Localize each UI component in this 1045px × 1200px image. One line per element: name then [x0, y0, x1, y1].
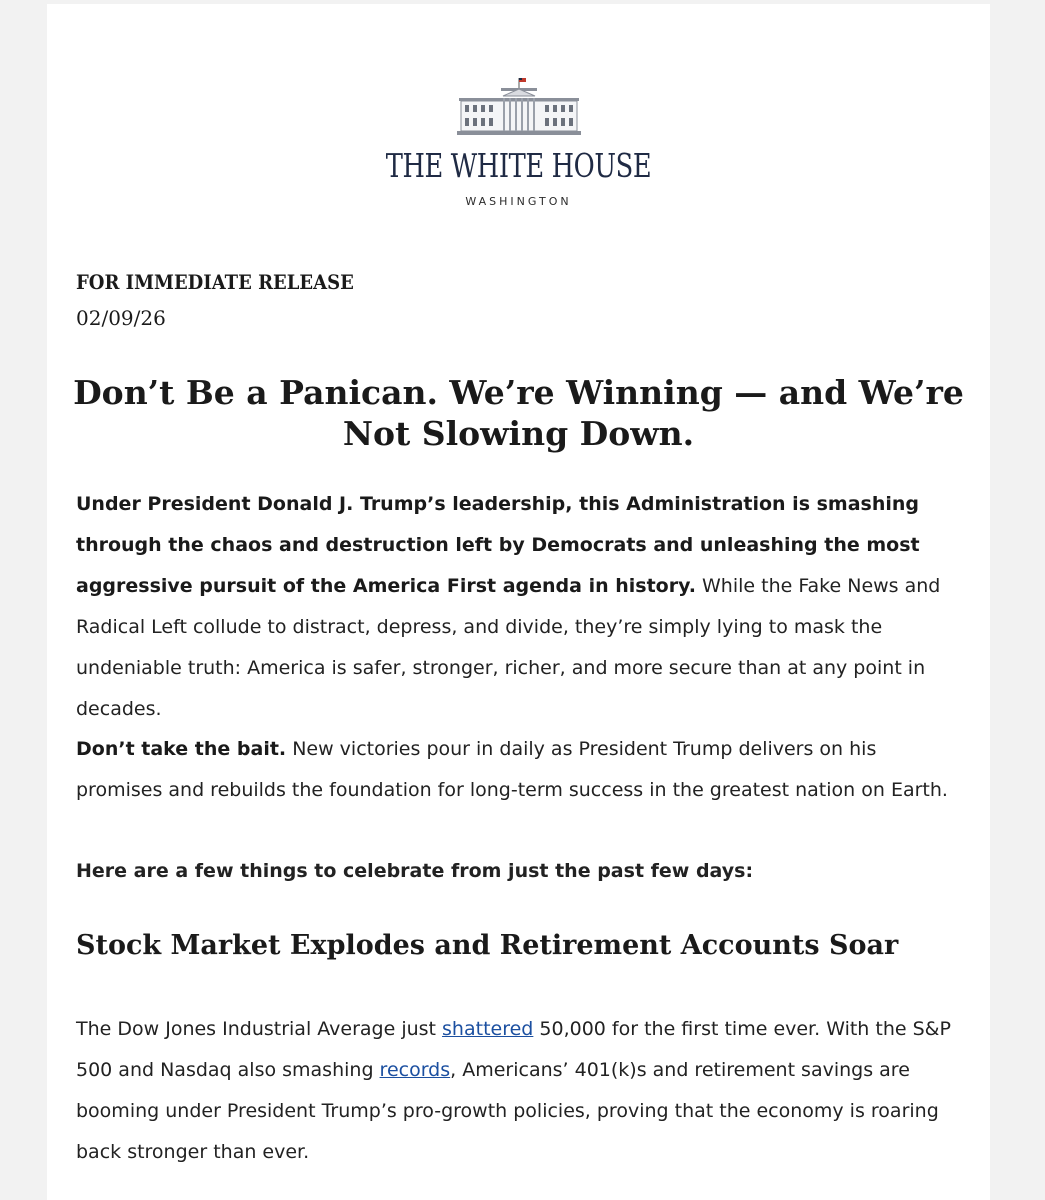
intro-text: While the Fake News and Radical Left collude to distract, depress, and divide, they’re simply lying to mask the undeniable truth: America is safer, stronger, richer, and more secure than at any point in decades. [76, 575, 941, 720]
org-name: THE WHITE HOUSE [385, 146, 652, 185]
celebrate-line: Here are a few things to celebrate from just the past few days: [76, 860, 754, 882]
records-link[interactable]: records [379, 1059, 451, 1081]
section-text-3: , Americans’ 401(k)s and retirement savings are booming under President Trump’s pro-growth policies, proving that the economy is roaring back stronger than ever. [76, 1059, 939, 1163]
bait-paragraph [76, 729, 961, 811]
white-house-building-icon [457, 76, 581, 138]
bait-bold: Don’t take the bait. [76, 738, 287, 760]
white-house-logo [47, 76, 990, 138]
intro-bold: Under President Donald J. Trump’s leadership, this Administration is smashing through the chaos and destruction left by Democrats and unleashing the most aggressive pursuit of the America First agenda in history. [76, 493, 920, 597]
org-city: WASHINGTON [465, 195, 572, 208]
section-text-1: The Dow Jones Industrial Average just [76, 1018, 443, 1040]
bait-text: New victories pour in daily as President Trump delivers on his promises and rebuilds the foundation for long-term success in the greatest nation on Earth. [76, 738, 948, 801]
press-release-page [47, 4, 990, 1200]
release-date: 02/09/26 [76, 306, 166, 330]
shattered-link[interactable]: shattered [442, 1018, 534, 1040]
page-title: Don’t Be a Panican. We’re Winning — and We’re Not Slowing Down. [73, 373, 964, 453]
release-label: FOR IMMEDIATE RELEASE [76, 270, 354, 294]
section-text-2: 50,000 for the first time ever. With the S&P 500 and Nasdaq also smashing [76, 1018, 951, 1081]
intro-paragraph [76, 484, 961, 730]
section-heading: Stock Market Explodes and Retirement Accounts Soar [76, 930, 899, 961]
stock-market-paragraph [76, 1009, 961, 1173]
